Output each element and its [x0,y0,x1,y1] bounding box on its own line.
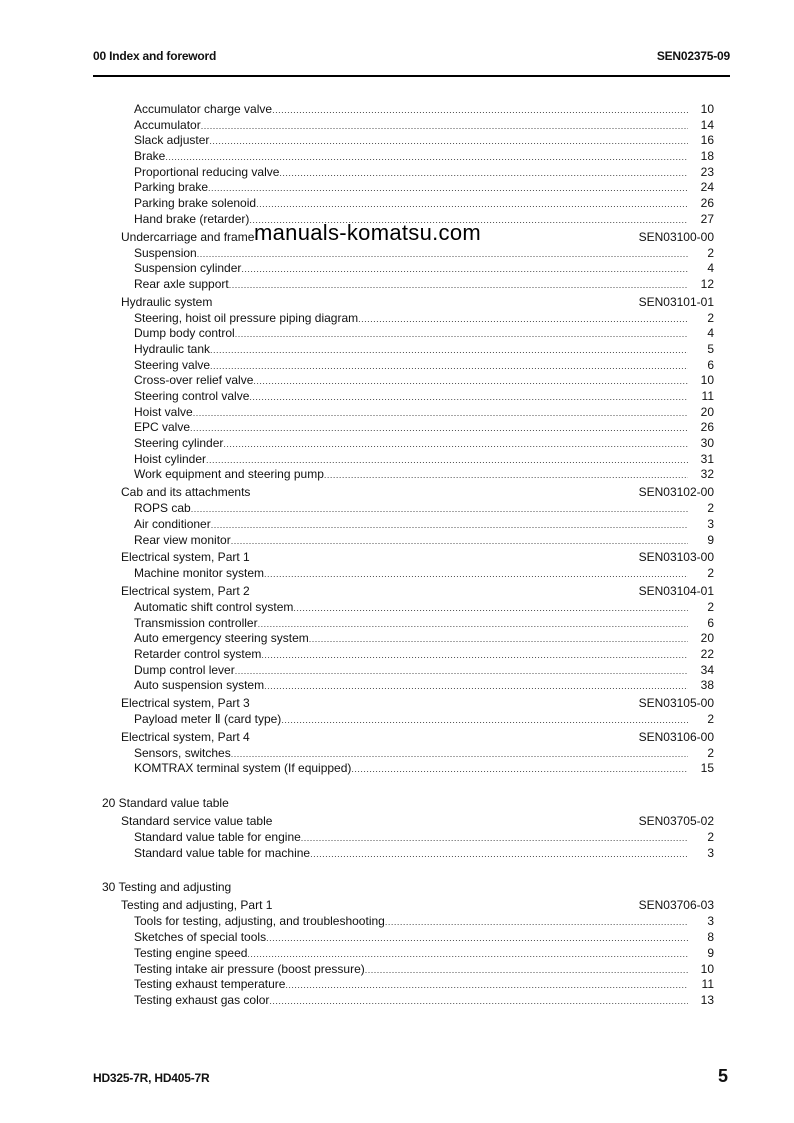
toc-entry[interactable] [100,678,714,694]
toc-entry-page: 6 [707,615,714,630]
toc-entry-title: Rear view monitor [134,532,231,547]
dot-leader [285,977,688,993]
dot-leader [231,533,688,549]
toc-entry[interactable] [100,102,714,118]
toc-entry-title: ROPS cab [134,501,191,516]
toc-entry-page: 26 [700,196,714,211]
toc-entry-title: Air conditioner [134,516,211,531]
toc-entry-page: 5 [707,341,714,356]
toc-entry-title: Sensors, switches [134,745,231,760]
toc-entry[interactable] [100,517,714,533]
section-title: Electrical system, Part 1 [121,550,250,565]
toc-entry-page: 23 [700,164,714,179]
header-title: 00 Index and foreword [93,49,217,63]
toc-entry[interactable] [100,616,714,632]
toc-entry-title: Transmission controller [134,615,258,630]
toc-entry[interactable] [100,165,714,181]
toc-entry-title: Sketches of special tools [134,930,267,945]
toc-entry[interactable] [100,712,714,728]
section-cab[interactable] [100,483,714,501]
toc-entry-title: Parking brake solenoid [134,196,257,211]
toc-entry-title: Testing engine speed [134,945,248,960]
toc-entry-title: Accumulator [134,117,201,132]
section-standard-service-value-table[interactable] [100,812,714,830]
toc-entry[interactable] [100,180,714,196]
toc-entry-page: 20 [700,631,714,646]
section-code: SEN03106-00 [638,729,714,744]
toc-entry-title: Suspension cylinder [134,261,242,276]
toc-entry[interactable] [100,246,714,262]
toc-entry-title: Tools for testing, adjusting, and troubleshooting [134,914,385,929]
section-code: SEN03105-00 [638,696,714,710]
toc-entry-page: 9 [707,532,714,547]
toc-entry[interactable] [100,846,714,862]
toc-entry-page: 8 [707,930,714,945]
dot-leader [256,196,688,212]
dot-leader [310,846,688,862]
toc-entry[interactable] [100,373,714,389]
chapter-30: 30 Testing and adjusting [102,880,232,895]
toc-entry-title: Hand brake (retarder) [134,211,250,226]
toc-entry-title: Auto suspension system [134,678,265,693]
page-header [93,49,730,77]
section-title: Testing and adjusting, Part 1 [121,898,273,913]
toc-entry[interactable] [100,196,714,212]
toc-entry-page: 3 [707,914,714,929]
dot-leader [231,746,688,762]
section-code: SEN03100-00 [638,229,714,244]
dot-leader [190,420,688,436]
toc-entry-title: EPC valve [134,420,191,435]
dot-leader [247,946,688,962]
dot-leader [165,149,688,165]
toc-entry-page: 30 [700,436,714,451]
toc-entry-title: Dump body control [134,326,235,341]
dot-leader [241,261,688,277]
section-title: Electrical system, Part 3 [121,696,250,710]
toc-entry-title: Machine monitor system [134,566,265,581]
toc-entry[interactable] [100,311,714,327]
toc-entry-page: 2 [707,830,714,845]
dot-leader [191,501,688,517]
toc-entry[interactable] [100,277,714,293]
toc-entry-title: Parking brake [134,180,209,195]
toc-entry[interactable] [100,420,714,436]
toc-entry[interactable] [100,647,714,663]
toc-entry-page: 2 [707,245,714,260]
toc-entry-page: 38 [700,678,714,693]
toc-entry[interactable] [100,118,714,134]
toc-entry-title: Payload meter Ⅱ (card type) [134,712,282,726]
dot-leader [211,517,688,533]
toc-entry[interactable] [100,746,714,762]
section-code: SEN03705-02 [638,814,714,829]
dot-leader [229,277,688,293]
toc-entry[interactable] [100,830,714,846]
toc-entry-page: 26 [700,420,714,435]
dot-leader [365,962,688,978]
section-elec3[interactable] [100,694,714,712]
toc-entry-title: Hoist valve [134,404,193,419]
section-code: SEN03706-03 [638,898,714,913]
toc-entry[interactable] [100,452,714,468]
toc-entry[interactable] [100,261,714,277]
toc-entry-page: 2 [707,599,714,614]
toc-entry[interactable] [100,914,714,930]
footer-models: HD325-7R, HD405-7R [93,1071,210,1085]
toc-entry[interactable] [100,946,714,962]
section-code: SEN03102-00 [638,485,714,500]
toc-entry-title: KOMTRAX terminal system (If equipped) [134,761,352,776]
toc-entry-page: 9 [707,945,714,960]
toc-entry-page: 32 [700,467,714,482]
toc-entry[interactable] [100,436,714,452]
toc-entry[interactable] [100,389,714,405]
toc-entry-title: Hydraulic tank [134,341,211,356]
dot-leader [266,930,688,946]
toc-entry-page: 4 [707,326,714,341]
toc-entry[interactable] [100,977,714,993]
toc-entry[interactable] [100,566,714,582]
toc-entry-title: Rear axle support [134,276,229,291]
dot-leader [235,663,688,679]
toc-entry[interactable] [100,133,714,149]
dot-leader [210,358,688,374]
section-title: Cab and its attachments [121,485,251,500]
section-code: SEN03101-01 [638,294,714,309]
toc-entry-title: Work equipment and steering pump [134,467,324,482]
toc-entry-title: Auto emergency steering system [134,631,309,646]
toc-entry[interactable] [100,358,714,374]
dot-leader [235,326,688,342]
dot-leader [293,600,688,616]
dot-leader [197,246,688,262]
dot-leader [264,566,688,582]
toc-entry-page: 10 [700,102,714,116]
dot-leader [249,389,688,405]
dot-leader [301,830,688,846]
toc-entry[interactable] [100,533,714,549]
watermark: manuals-komatsu.com [254,220,481,245]
toc-entry-page: 2 [707,566,714,581]
dot-leader [223,436,688,452]
toc-entry-page: 4 [707,261,714,276]
spacer [100,777,714,794]
dot-leader [272,102,688,118]
dot-leader [206,452,688,468]
dot-leader [201,118,688,134]
toc-entry-page: 2 [707,712,714,726]
toc-entry-page: 24 [700,180,714,195]
dot-leader [351,761,688,777]
toc-entry-title: Suspension [134,245,197,260]
toc-entry-title: Brake [134,149,166,164]
dot-leader [281,712,688,728]
section-title: Hydraulic system [121,294,213,309]
toc-entry-page: 16 [700,133,714,148]
dot-leader [209,133,688,149]
toc-entry-title: Steering, hoist oil pressure piping diagram [134,310,359,325]
toc-entry-page: 6 [707,357,714,372]
dot-leader [358,311,688,327]
dot-leader [258,616,688,632]
toc-entry-title: Retarder control system [134,646,262,661]
section-elec2[interactable] [100,582,714,600]
toc-entry-title: Steering control valve [134,389,250,403]
toc-entry-page: 2 [707,501,714,516]
dot-leader [193,405,688,421]
toc-entry[interactable] [100,993,714,1009]
dot-leader [210,342,688,358]
toc-entry-page: 11 [701,977,714,992]
toc-entry-page: 2 [707,745,714,760]
toc-entry-page: 13 [700,992,714,1007]
section-testing-and-adjusting-part-1[interactable] [100,896,714,914]
toc-entry[interactable] [100,962,714,978]
toc-entry-page: 18 [700,149,714,164]
section-title: Electrical system, Part 4 [121,729,250,744]
toc-entry[interactable] [100,631,714,647]
toc-entry-title: Dump control lever [134,662,235,677]
section-code: SEN03103-00 [638,550,714,565]
section-code: SEN03104-01 [638,583,714,598]
toc-entry-title: Standard value table for machine [134,845,311,860]
toc-entry-title: Testing exhaust temperature [134,977,286,992]
toc-entry-page: 11 [701,389,714,403]
dot-leader [385,914,688,930]
section-title: Undercarriage and frame [121,229,255,244]
toc-entry-page: 3 [707,845,714,860]
chapter-20: 20 Standard value table [102,796,229,811]
dot-leader [279,165,688,181]
toc-entry-title: Accumulator charge valve [134,102,273,116]
toc-entry-page: 15 [700,761,714,776]
toc-entry[interactable] [100,501,714,517]
dot-leader [264,678,688,694]
toc-entry[interactable] [100,326,714,342]
dot-leader [269,993,688,1009]
spacer [100,861,714,878]
section-elec1[interactable] [100,548,714,566]
toc-entry-title: Automatic shift control system [134,599,294,614]
toc-entry-page: 14 [700,117,714,132]
section-elec4[interactable] [100,728,714,746]
toc-entry-page: 22 [700,646,714,661]
toc-entry-title: Testing exhaust gas color [134,992,270,1007]
footer-page-number: 5 [718,1066,729,1086]
toc-entry[interactable] [100,761,714,777]
toc-entry-page: 10 [700,373,714,388]
toc-entry-title: Steering valve [134,357,211,372]
section-title: Standard service value table [121,814,273,829]
dot-leader [253,373,688,389]
toc-entry[interactable] [100,600,714,616]
toc-entry[interactable] [100,467,714,483]
section-hydraulic[interactable] [100,293,714,311]
dot-leader [208,180,688,196]
toc-entry[interactable] [100,930,714,946]
header-doc-code: SEN02375-09 [656,49,730,63]
toc-entry-title: Proportional reducing valve [134,164,280,179]
toc-entry-title: Testing intake air pressure (boost pressure) [134,961,365,976]
section-title: Electrical system, Part 2 [121,583,250,598]
toc-entry[interactable] [100,342,714,358]
toc-entry[interactable] [100,149,714,165]
toc-entry-title: Standard value table for engine [134,830,301,845]
toc-entry-page: 20 [700,404,714,419]
toc-entry-page: 34 [700,662,714,677]
toc-entry-page: 27 [700,211,714,226]
toc-entry-page: 12 [700,276,714,291]
toc-entry-title: Cross-over relief valve [134,373,254,388]
toc-entry[interactable] [100,405,714,421]
dot-leader [324,467,688,483]
toc-entry-title: Slack adjuster [134,133,210,148]
toc-entry-page: 31 [700,451,714,466]
toc-entry-title: Hoist cylinder [134,451,207,466]
toc-entry-page: 10 [700,961,714,976]
toc-entry-page: 3 [707,516,714,531]
toc-entry-page: 2 [707,310,714,325]
toc-entry[interactable] [100,663,714,679]
dot-leader [261,647,688,663]
toc-entry-title: Steering cylinder [134,436,224,451]
dot-leader [309,631,688,647]
